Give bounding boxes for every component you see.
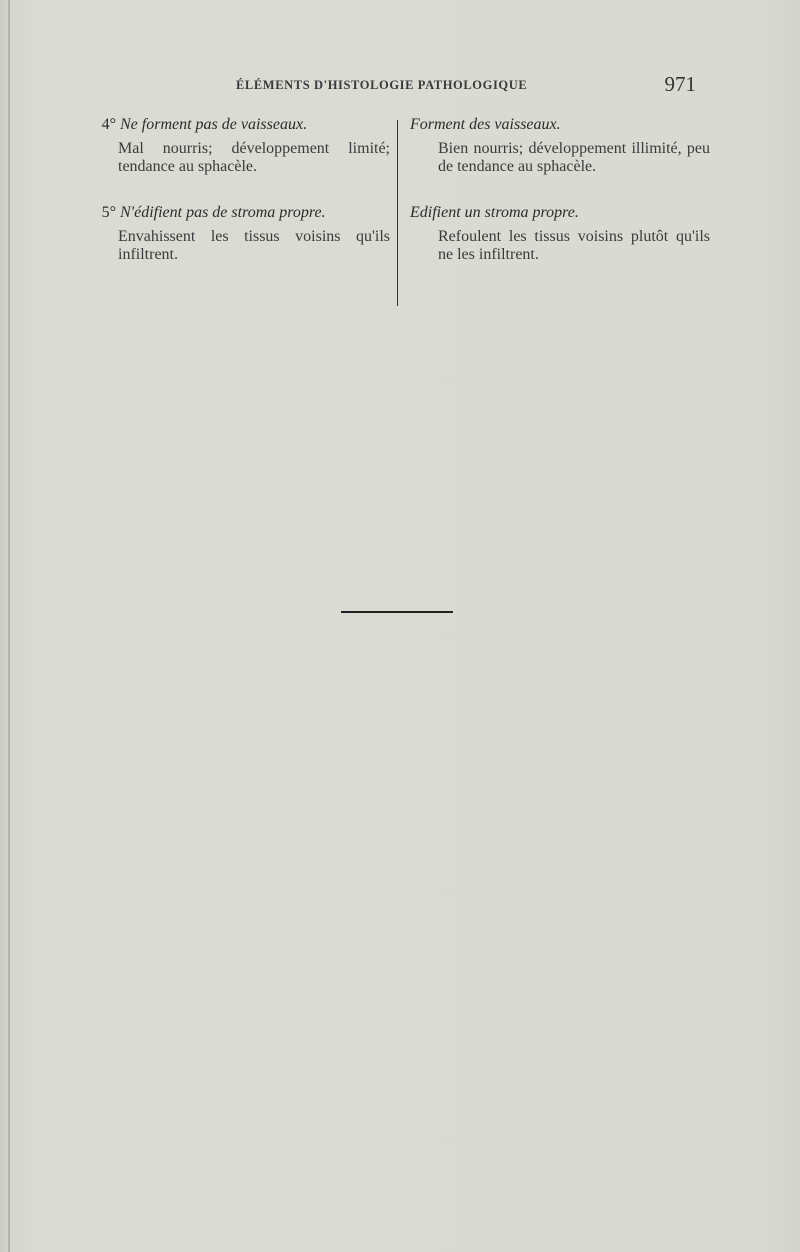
- left-column: [90, 116, 390, 264]
- right-item-4: [410, 116, 710, 176]
- column-divider: [397, 120, 398, 306]
- item-4-number: 4°: [101, 116, 116, 133]
- right-column: [410, 116, 710, 264]
- item-5-number: 5°: [101, 204, 116, 221]
- section-end-rule: [341, 611, 453, 613]
- left-item-5-title-text: N'édifient pas de stroma propre.: [120, 204, 326, 221]
- page-number: 971: [664, 72, 696, 96]
- right-item-5-description: Refoulent les tissus voisins plutôt qu'ils ne les infiltrent.: [438, 228, 710, 263]
- left-item-5: [90, 204, 390, 264]
- left-item-5-title: [90, 204, 390, 222]
- left-item-4-title-text: Ne forment pas de vaisseaux.: [120, 116, 308, 133]
- binding-edge: [8, 0, 10, 1252]
- page-header: [200, 74, 700, 98]
- left-item-4: [90, 116, 390, 176]
- left-item-5-description: Envahissent les tissus voisins qu'ils infiltrent.: [118, 228, 390, 263]
- left-item-4-title: [90, 116, 390, 134]
- right-item-5: [410, 204, 710, 264]
- running-title: ÉLÉMENTS D'HISTOLOGIE PATHOLOGIQUE: [236, 78, 528, 92]
- right-item-5-title: Edifient un stroma propre.: [410, 204, 579, 221]
- right-item-4-title: Forment des vaisseaux.: [410, 116, 561, 133]
- right-item-4-description: Bien nourris; développement illimité, peu de tendance au sphacèle.: [438, 140, 710, 175]
- left-item-4-description: Mal nourris; développement limité; tendance au sphacèle.: [118, 140, 390, 175]
